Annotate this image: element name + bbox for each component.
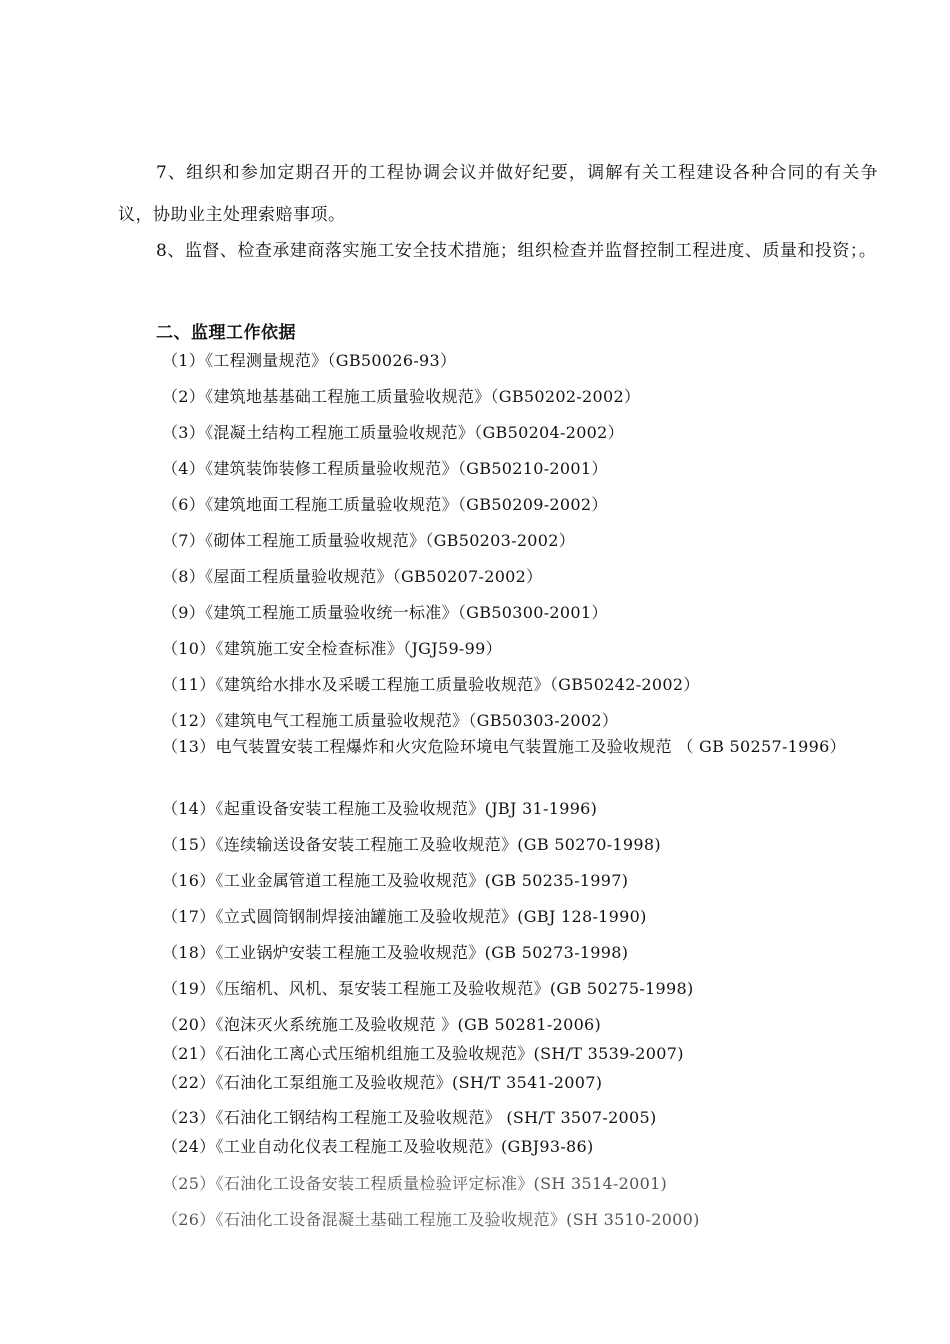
list-item: （10）《建筑施工安全检查标准》（JGJ59-99） — [162, 639, 502, 658]
list-item: （13）电气装置安装工程爆炸和火灾危险环境电气装置施工及验收规范 （ GB 50257-1996） — [162, 737, 846, 756]
list-item: （25）《石油化工设备安装工程质量检验评定标准》(SH 3514-2001) — [162, 1174, 668, 1193]
list-item: （22）《石油化工泵组施工及验收规范》(SH/T 3541-2007) — [162, 1073, 603, 1092]
list-item: （18）《工业锅炉安装工程施工及验收规范》(GB 50273-1998) — [162, 943, 629, 962]
list-item: （15）《连续输送设备安装工程施工及验收规范》(GB 50270-1998) — [162, 835, 661, 854]
list-item: （4）《建筑装饰装修工程质量验收规范》（GB50210-2001） — [162, 459, 608, 478]
list-item: （23）《石油化工钢结构工程施工及验收规范》 (SH/T 3507-2005) — [162, 1108, 657, 1127]
list-item: （26）《石油化工设备混凝土基础工程施工及验收规范》(SH 3510-2000) — [162, 1210, 700, 1229]
paragraph-8: 8、监督、检查承建商落实施工安全技术措施；组织检查并监督控制工程进度、质量和投资；。 — [156, 241, 877, 261]
list-item: （2）《建筑地基基础工程施工质量验收规范》（GB50202-2002） — [162, 387, 641, 406]
list-item: （12）《建筑电气工程施工质量验收规范》（GB50303-2002） — [162, 711, 619, 730]
list-item: （14）《起重设备安装工程施工及验收规范》(JBJ 31-1996) — [162, 799, 598, 818]
list-item: （17）《立式圆筒钢制焊接油罐施工及验收规范》(GBJ 128-1990) — [162, 907, 647, 926]
list-item: （7）《砌体工程施工质量验收规范》（GB50203-2002） — [162, 531, 576, 550]
list-item: （16）《工业金属管道工程施工及验收规范》(GB 50235-1997) — [162, 871, 629, 890]
list-item: （6）《建筑地面工程施工质量验收规范》（GB50209-2002） — [162, 495, 608, 514]
list-item: （11）《建筑给水排水及采暖工程施工质量验收规范》（GB50242-2002） — [162, 675, 700, 694]
list-item: （21）《石油化工离心式压缩机组施工及验收规范》(SH/T 3539-2007) — [162, 1044, 684, 1063]
list-item: （24）《工业自动化仪表工程施工及验收规范》(GBJ93-86) — [162, 1137, 594, 1156]
list-item: （19）《压缩机、风机、泵安装工程施工及验收规范》(GB 50275-1998) — [162, 979, 694, 998]
paragraph-7: 7、组织和参加定期召开的工程协调会议并做好纪要，调解有关工程建设各种合同的有关争议，协助业主处理索赔事项。 — [118, 163, 878, 225]
list-item: （8）《屋面工程质量验收规范》（GB50207-2002） — [162, 567, 543, 586]
list-item: （1）《工程测量规范》（GB50026-93） — [162, 351, 457, 370]
list-item: （3）《混凝土结构工程施工质量验收规范》（GB50204-2002） — [162, 423, 624, 442]
section-heading: 二、监理工作依据 — [156, 323, 296, 343]
list-item: （20）《泡沫灭火系统施工及验收规范 》(GB 50281-2006) — [162, 1015, 602, 1034]
list-item: （9）《建筑工程施工质量验收统一标准》（GB50300-2001） — [162, 603, 608, 622]
